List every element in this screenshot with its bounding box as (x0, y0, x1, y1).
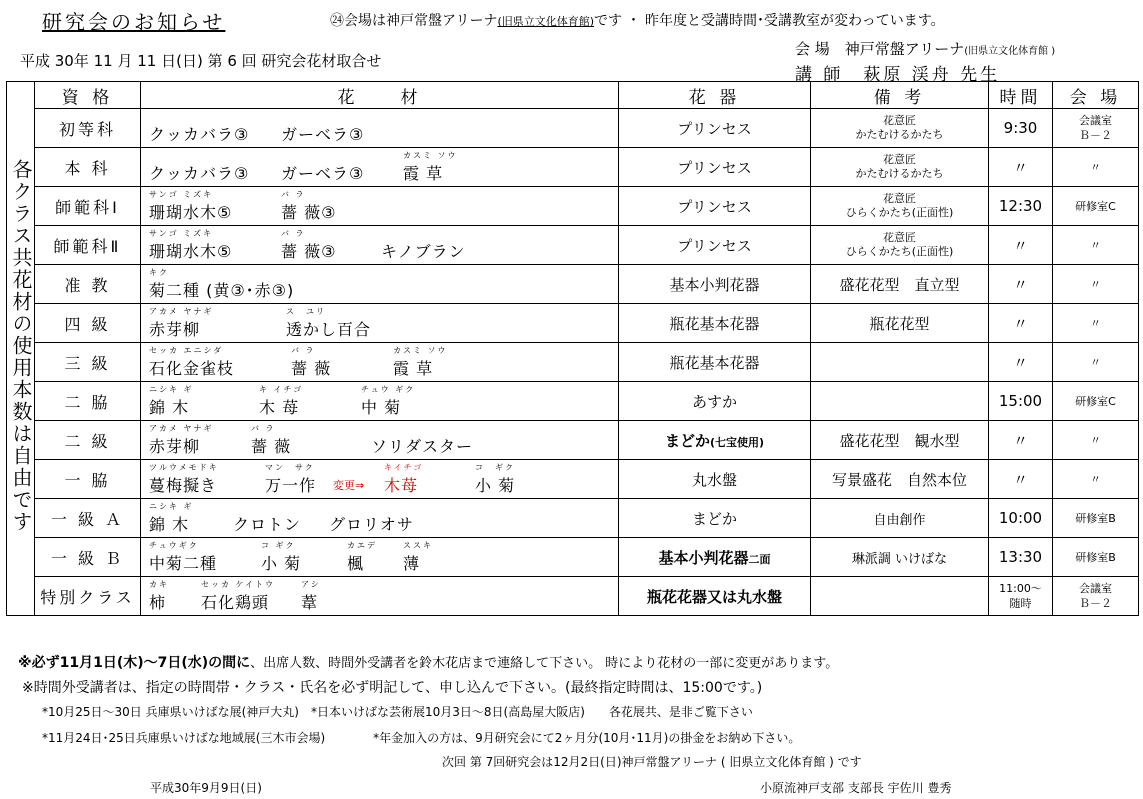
flower-name: 薔 薇③ (281, 203, 337, 222)
flower-material (149, 268, 295, 301)
flower-material (149, 424, 214, 457)
vase-cell (619, 148, 811, 187)
room-cell (1053, 460, 1139, 499)
time-text: 〃 (1012, 470, 1028, 489)
flower-reading: アカメ ヤナギ (149, 424, 214, 433)
flower-name: 柿 (149, 593, 167, 612)
time-cell (989, 265, 1053, 304)
vase-cell (619, 304, 811, 343)
col-qualification: 資 格 (35, 82, 141, 109)
vase-name: 瓶花基本花器 (669, 314, 760, 333)
vase-cell (619, 343, 811, 382)
col-room: 会 場 (1053, 82, 1139, 109)
col-vase: 花 器 (619, 82, 811, 109)
table-row (7, 148, 1139, 187)
flower-reading: コ ギク (475, 463, 515, 472)
notes-cell (811, 538, 989, 577)
qualification-label: 二 級 (64, 431, 111, 451)
qualification-cell (35, 187, 141, 226)
flower-name: 中 菊 (361, 398, 402, 417)
flower-name: グロリオサ (329, 515, 414, 534)
qualification-cell (35, 265, 141, 304)
time-text: 〃 (1012, 314, 1028, 333)
time-cell (989, 538, 1053, 577)
flower-reading: カスミ ソウ (393, 346, 448, 355)
flower-name: 石化鶏頭 (201, 593, 270, 612)
note-line: 花意匠 (883, 114, 916, 127)
room-text: 研修室C (1075, 394, 1116, 408)
col-notes: 備 考 (811, 82, 989, 109)
time-cell (989, 460, 1053, 499)
flower-material (261, 541, 302, 574)
note-line: ひらくかたち(正面性) (845, 206, 954, 219)
flower-name: キノブラン (381, 242, 466, 261)
flower-material (149, 541, 218, 574)
vase-cell (619, 577, 811, 616)
time-cell (989, 499, 1053, 538)
flower-reading: バ ラ (251, 424, 276, 433)
footer-line-4: *11月24日･25日兵庫県いけばな地域展(三木市会場) *年金加入の方は、9月研究会にて2ヶ月分(10月･11月)の掛金をお納め下さい。 (42, 731, 801, 745)
vase-name: 瓶花花器又は丸水盤 (646, 587, 782, 606)
footer-line-2: ※時間外受講者は、指定の時間帯・クラス・氏名を必ず明記して、申し込んで下さい。(最終指定時間は、15:00です。) (22, 680, 763, 696)
footer-deadline: ※必ず11月1日(木)～7日(水)の間に (18, 655, 251, 671)
qualification-label: 師範科Ⅰ (55, 197, 120, 217)
vase-name: プリンセス (677, 158, 752, 177)
note-text: 盛花花型 直立型 (839, 275, 960, 294)
venue-notice (330, 10, 945, 30)
table-row (7, 226, 1139, 265)
time-text: 11:00～ (999, 582, 1042, 595)
flower-reading: チュウギク (149, 541, 199, 550)
flower-reading: サンゴ ミズキ (149, 229, 214, 238)
materials-cell (141, 343, 619, 382)
flower-material (381, 239, 466, 262)
flower-name: クッカバラ③ (149, 125, 250, 144)
table-row (7, 382, 1139, 421)
materials-cell (141, 304, 619, 343)
flower-reading: キ イチゴ (259, 385, 304, 394)
footer-line-1 (18, 652, 838, 672)
teacher-name: 萩原 渓舟 先生 (863, 65, 1001, 85)
room-text: 〃 (1090, 277, 1101, 291)
venue-line (795, 38, 1055, 59)
flower-material (347, 541, 377, 574)
flower-name: クッカバラ③ (149, 164, 250, 183)
flower-name: 錦 木 (149, 398, 190, 417)
flower-material (149, 346, 235, 379)
flower-material (329, 512, 414, 535)
flower-name: 薔 薇 (251, 437, 292, 456)
flower-name: 小 菊 (475, 476, 516, 495)
qualification-cell (35, 577, 141, 616)
flower-reading: カスミ ソウ (403, 151, 458, 160)
qualification-label: 一 級 Ａ (50, 509, 125, 529)
vase-cell (619, 226, 811, 265)
flower-material (149, 463, 219, 496)
col-materials: 花 材 (141, 82, 619, 109)
room-cell (1053, 226, 1139, 265)
flower-material (361, 385, 416, 418)
notice-venue: 会場は神戸常盤アリーナ (344, 13, 498, 29)
venue-label: 会 場 (795, 40, 830, 58)
materials-cell (141, 382, 619, 421)
vase-note: 二面 (748, 552, 771, 566)
vase-cell (619, 265, 811, 304)
flower-reading: セッカ エニシダ (149, 346, 224, 355)
time-cell (989, 343, 1053, 382)
flower-material (259, 385, 304, 418)
time-cell (989, 109, 1053, 148)
flower-material (301, 580, 321, 613)
qualification-cell (35, 226, 141, 265)
room-text: 〃 (1090, 355, 1101, 369)
flower-reading: ススキ (403, 541, 433, 550)
flower-name: 小 菊 (261, 554, 302, 573)
qualification-cell (35, 148, 141, 187)
flower-reading: バ ラ (291, 346, 316, 355)
table-row (7, 499, 1139, 538)
time-text: 随時 (1009, 597, 1032, 610)
flower-reading: コ ギク (261, 541, 296, 550)
flower-name: 楓 (347, 554, 365, 573)
notice-mark: ㉔ (330, 13, 344, 29)
vase-name: 丸水盤 (691, 470, 737, 489)
time-cell (989, 304, 1053, 343)
room-cell (1053, 499, 1139, 538)
side-label-cell (7, 82, 35, 616)
flower-name: 透かし百合 (286, 320, 372, 339)
room-cell (1053, 421, 1139, 460)
note-text: 写景盛花 自然本位 (831, 470, 967, 489)
qualification-label: 師範科Ⅱ (53, 236, 122, 256)
qualification-label: 三 級 (64, 353, 111, 373)
flower-name: 赤芽柳 (149, 320, 201, 339)
materials-table (6, 81, 1139, 616)
notice-venue-old-name: (旧県立文化体育館) (497, 15, 595, 28)
qualification-label: 一 脇 (64, 470, 111, 490)
flower-material (403, 151, 458, 184)
flower-reading: バ ラ (281, 229, 306, 238)
flower-name: 万一作 (265, 476, 317, 495)
vase-cell (619, 109, 811, 148)
flower-material (149, 502, 194, 535)
time-text: 〃 (1012, 353, 1028, 372)
flower-name: 珊瑚水木⑤ (149, 242, 233, 261)
flower-reading: ニシキ ギ (149, 502, 194, 511)
note-line: 花意匠 (883, 153, 916, 166)
room-cell (1053, 304, 1139, 343)
flower-material (265, 463, 317, 496)
flower-name: 薔 薇 (291, 359, 332, 378)
room-text: 研修室C (1075, 199, 1116, 213)
qualification-cell (35, 343, 141, 382)
vase-name: まどか (664, 431, 710, 450)
table-row (7, 265, 1139, 304)
flower-material (281, 161, 364, 184)
room-text: 〃 (1090, 160, 1101, 174)
table-row (7, 304, 1139, 343)
flower-reading: ニシキ ギ (149, 385, 194, 394)
qualification-cell (35, 499, 141, 538)
room-text: 会議室 (1079, 582, 1112, 595)
time-cell (989, 148, 1053, 187)
vase-name: まどか (691, 509, 737, 528)
change-marker: 変更⇒ (333, 479, 365, 492)
qualification-label: 准 教 (64, 275, 111, 295)
room-cell (1053, 382, 1139, 421)
room-cell (1053, 109, 1139, 148)
note-line: 花意匠 (883, 231, 916, 244)
flower-material (384, 463, 424, 496)
flower-name: 赤芽柳 (149, 437, 201, 456)
qualification-label: 一 級 Ｂ (50, 548, 125, 568)
flower-name: 木苺 (384, 476, 419, 495)
qualification-cell (35, 460, 141, 499)
notes-cell (811, 148, 989, 187)
time-text: 〃 (1012, 431, 1028, 450)
materials-cell (141, 226, 619, 265)
table-row (7, 538, 1139, 577)
room-cell (1053, 343, 1139, 382)
note-text: 瓶花花型 (869, 314, 930, 333)
note-text: 盛花花型 観水型 (839, 431, 960, 450)
notice-rest: です ・ 昨年度と受講時間･受講教室が変わっています。 (594, 13, 945, 29)
flower-material (403, 541, 433, 574)
vase-name: プリンセス (677, 236, 752, 255)
time-text: 〃 (1012, 236, 1028, 255)
qualification-cell (35, 421, 141, 460)
materials-cell (141, 538, 619, 577)
flower-name: 珊瑚水木⑤ (149, 203, 233, 222)
flower-material (281, 229, 337, 262)
materials-cell (141, 499, 619, 538)
flower-material (149, 580, 169, 613)
flower-name: 蔓梅擬き (149, 476, 218, 495)
flower-material (286, 307, 372, 340)
flower-reading: セッカ ケイトウ (201, 580, 275, 589)
room-cell (1053, 148, 1139, 187)
time-cell (989, 187, 1053, 226)
flower-material (149, 229, 233, 262)
materials-cell (141, 265, 619, 304)
vase-name: 基本小判花器 (658, 548, 749, 567)
room-text: 〃 (1090, 472, 1101, 486)
notes-cell (811, 109, 989, 148)
flower-reading: ス ユリ (286, 307, 326, 316)
flower-reading: カキ (149, 580, 169, 589)
flower-material (371, 434, 473, 457)
qualification-label: 二 脇 (64, 392, 111, 412)
room-cell (1053, 265, 1139, 304)
notes-cell (811, 499, 989, 538)
table-row (7, 421, 1139, 460)
table-row (7, 109, 1139, 148)
room-text: 研修室B (1075, 550, 1116, 564)
materials-cell (141, 460, 619, 499)
flower-name: 霞 草 (393, 359, 434, 378)
table-row (7, 343, 1139, 382)
room-text: 会議室 (1079, 114, 1112, 127)
room-text: 〃 (1090, 316, 1101, 330)
note-line: かたむけるかたち (855, 128, 944, 141)
vase-name: 瓶花基本花器 (669, 353, 760, 372)
time-cell (989, 226, 1053, 265)
materials-cell (141, 148, 619, 187)
materials-cell (141, 577, 619, 616)
notes-cell (811, 577, 989, 616)
flower-name: ソリダスター (371, 437, 474, 456)
qualification-label: 初等科 (58, 119, 116, 139)
flower-name: ガーベラ③ (281, 164, 365, 183)
teacher-label: 講 師 (795, 65, 844, 85)
time-text: 15:00 (998, 392, 1043, 410)
flower-material (233, 512, 301, 535)
flower-material (393, 346, 448, 379)
room-text: 〃 (1090, 433, 1101, 447)
flower-name: ガーベラ③ (281, 125, 365, 144)
time-cell (989, 577, 1053, 616)
flower-reading: マン サク (265, 463, 315, 472)
room-text: 研修室B (1075, 511, 1116, 525)
flower-material (149, 307, 214, 340)
time-text: 〃 (1012, 275, 1028, 294)
flower-material (201, 580, 275, 613)
venue-old-name: (旧県立文化体育館 ) (964, 46, 1056, 57)
flower-name: 木 苺 (259, 398, 300, 417)
vase-cell (619, 382, 811, 421)
flower-name: 葦 (301, 593, 319, 612)
time-text: 〃 (1012, 158, 1028, 177)
flower-name: 中菊二種 (149, 554, 218, 573)
session-date: 平成 30年 11 月 11 日(日) 第 6 回 研究会花材取合せ (20, 52, 382, 70)
vase-cell (619, 499, 811, 538)
vase-name: 基本小判花器 (669, 275, 760, 294)
flower-name: クロトン (233, 515, 302, 534)
vase-name: プリンセス (677, 197, 752, 216)
qualification-cell (35, 304, 141, 343)
notes-cell (811, 226, 989, 265)
venue-name: 神戸常盤アリーナ (844, 40, 965, 58)
flower-name: 錦 木 (149, 515, 190, 534)
table-row (7, 577, 1139, 616)
time-text: 9:30 (1003, 119, 1038, 137)
flower-reading: バ ラ (281, 190, 306, 199)
qualification-cell (35, 109, 141, 148)
flower-name: 薄 (403, 554, 421, 573)
notes-cell (811, 265, 989, 304)
notes-cell (811, 382, 989, 421)
materials-cell (141, 421, 619, 460)
note-line: 花意匠 (883, 192, 916, 205)
note-line: かたむけるかたち (855, 167, 944, 180)
time-text: 13:30 (998, 548, 1043, 566)
time-text: 12:30 (998, 197, 1043, 215)
footer-line-1-rest: 、出席人数、時間外受講者を鈴木花店まで連絡して下さい。 時により花材の一部に変更があります。 (250, 656, 839, 671)
footer-date: 平成30年9月9日(日) (150, 781, 262, 795)
vase-cell (619, 538, 811, 577)
flower-material (149, 190, 233, 223)
flower-material (281, 190, 337, 223)
flower-material (251, 424, 292, 457)
notes-cell (811, 343, 989, 382)
flower-reading: アシ (301, 580, 321, 589)
qualification-cell (35, 538, 141, 577)
vase-cell (619, 421, 811, 460)
flower-material (149, 122, 249, 145)
flower-reading: キク (149, 268, 169, 277)
materials-cell (141, 187, 619, 226)
footer-line-5: 次回 第 7回研究会は12月2日(日)神戸常盤アリーナ ( 旧県立文化体育館 ) です (442, 755, 862, 769)
note-text: 琳派調 いけばな (851, 551, 948, 567)
notes-cell (811, 304, 989, 343)
flower-material (149, 161, 249, 184)
materials-cell (141, 109, 619, 148)
qualification-cell (35, 382, 141, 421)
room-cell (1053, 187, 1139, 226)
table-row (7, 187, 1139, 226)
footer-line-3: *10月25日～30日 兵庫県いけばな展(神戸大丸) *日本いけばな芸術展10月3日～8日(高島屋大阪店) 各花展共、是非ご覧下さい (42, 705, 753, 719)
room-text: Ｂ－２ (1079, 129, 1112, 142)
room-cell (1053, 538, 1139, 577)
flower-reading: アカメ ヤナギ (149, 307, 214, 316)
flower-reading: ツルウメモドキ (149, 463, 219, 472)
qualification-label: 四 級 (64, 314, 111, 334)
time-cell (989, 382, 1053, 421)
notes-cell (811, 460, 989, 499)
flower-material (281, 122, 364, 145)
qualification-label: 本 科 (64, 158, 111, 178)
col-time: 時間 (989, 82, 1053, 109)
vase-cell (619, 187, 811, 226)
flower-reading: チュウ ギク (361, 385, 416, 394)
footer-signature: 小原流神戸支部 支部長 宇佐川 豊秀 (760, 781, 952, 795)
flower-material (475, 463, 516, 496)
room-text: 〃 (1090, 238, 1101, 252)
vase-name: あすか (691, 392, 737, 411)
notes-cell (811, 187, 989, 226)
flower-name: 薔 薇③ (281, 242, 337, 261)
flower-reading: キイチゴ (384, 463, 424, 472)
flower-reading: サンゴ ミズキ (149, 190, 214, 199)
flower-material (291, 346, 332, 379)
flower-material (149, 385, 194, 418)
page-title: 研究会のお知らせ (42, 10, 226, 34)
note-line: ひらくかたち(正面性) (845, 245, 954, 258)
time-cell (989, 421, 1053, 460)
flower-name: 石化金雀枝 (149, 359, 235, 378)
side-label: 各クラス共花材の使用本数は自由です (9, 159, 33, 533)
flower-name: 霞 草 (403, 164, 444, 183)
table-header (7, 82, 1139, 109)
vase-cell (619, 460, 811, 499)
room-cell (1053, 577, 1139, 616)
notes-cell (811, 421, 989, 460)
table-row (7, 460, 1139, 499)
note-text: 自由創作 (873, 512, 926, 528)
vase-name: プリンセス (677, 119, 752, 138)
vase-note: (七宝使用) (709, 435, 765, 449)
flower-name: 菊二種 (黄③･赤③) (149, 281, 295, 300)
time-text: 10:00 (998, 509, 1043, 527)
room-text: Ｂ－２ (1079, 597, 1112, 610)
flower-reading: カエデ (347, 541, 377, 550)
qualification-label: 特別クラス (40, 587, 135, 607)
